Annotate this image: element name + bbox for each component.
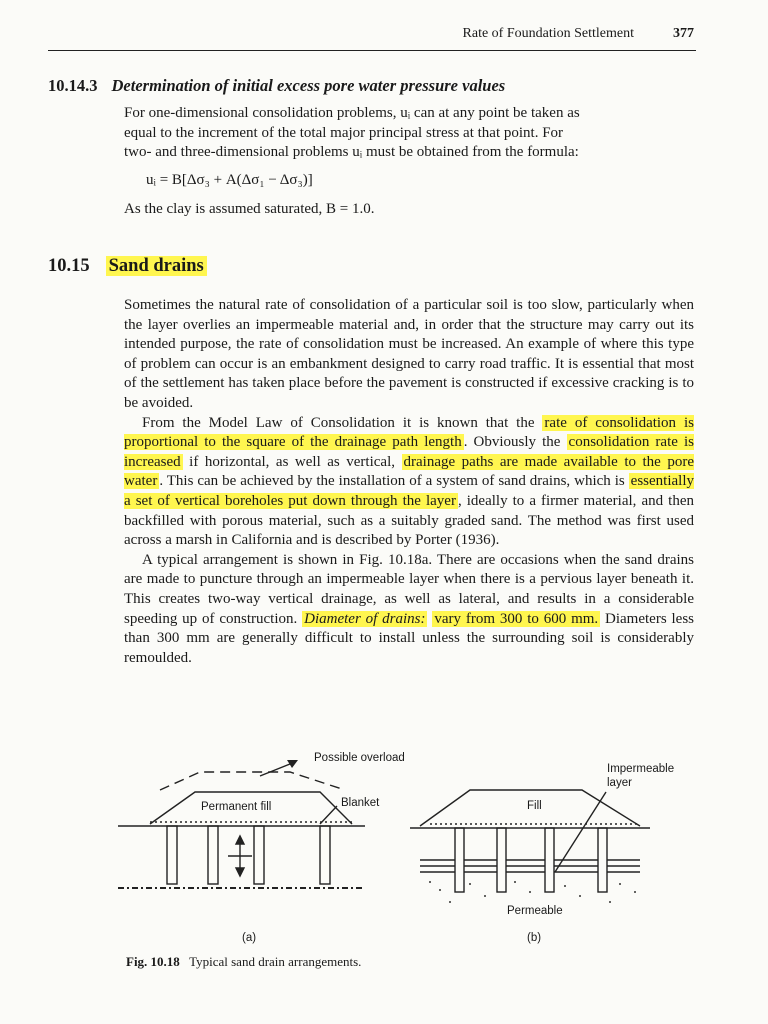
section-body	[124, 296, 694, 668]
subsection-title: Determination of initial excess pore water pressure values	[111, 76, 506, 95]
text-run: . This can be achieved by the installation of a system of sand drains, which is	[159, 473, 625, 490]
page-number: 377	[673, 26, 694, 41]
possible-overload-label: Possible overload	[314, 752, 405, 764]
caption-text: Typical sand drain arrangements.	[189, 954, 362, 969]
text-run: . Obviously the	[463, 434, 561, 451]
permeable-label: Permeable	[507, 905, 563, 917]
running-header	[0, 26, 694, 46]
running-title: Rate of Foundation Settlement	[462, 26, 634, 41]
subfigure-b-label: (b)	[527, 932, 542, 944]
highlight-rate-proportional: rate of consolidation is proportional to the square of the drainage path length	[124, 414, 694, 451]
section-heading	[48, 256, 207, 277]
highlight-diameter-range: vary from 300 to 600 mm.	[434, 610, 599, 627]
impermeable-label-line2: layer	[607, 777, 632, 789]
body-line: equal to the increment of the total major principal stress at that point. For	[124, 124, 564, 141]
body-line: two- and three-dimensional problems uᵢ must be obtained from the formula:	[124, 144, 579, 161]
saturation-note: As the clay is assumed saturated, B = 1.0.	[124, 201, 375, 217]
highlight-rate-increased: consolidation rate is increased	[124, 434, 694, 470]
subfigure-a-label: (a)	[242, 932, 257, 944]
blanket-label: Blanket	[341, 797, 380, 809]
text-run: Diameters less than 300 mm are generally difficult to install unless the surrounding soil is considerably remoulded.	[124, 610, 695, 666]
text-run: A typical arrangement is shown in Fig. 10.18a. There are occasions when the sand drains are made to puncture through an impermeable layer when there is a pervious layer beneath it. This creates two-way vertical drainage, as well as lateral, and results in a considerable speeding up of construction.	[124, 551, 694, 627]
section-title: Sand drains	[106, 256, 207, 276]
header-rule	[48, 50, 696, 51]
permanent-fill-label: Permanent fill	[201, 801, 272, 813]
text-run: , ideally to a firmer material, and then backfilled with porous material, such as a suitably graded sand. The method was first used across a marsh in California and is described by Porter (1936).	[124, 492, 694, 549]
subsection-number: 10.14.3	[48, 76, 98, 95]
paragraph-3	[124, 551, 694, 669]
formula: uᵢ = B[Δσ₃ + A(Δσ₁ − Δσ₃)]	[146, 172, 313, 188]
paragraph-1: Sometimes the natural rate of consolidation of a particular soil is too slow, particularly when the layer overlies an impermeable material and, in order that the structure may carry out its intended purpose, the rate of consolidation must be increased. An example of where this type of problem can occur is an embankment designed to carry road traffic. It is essential that most of the settlement has taken place before the pavement is constructed if excessive cracking is to be avoided.	[124, 297, 694, 411]
figure-caption	[126, 954, 361, 970]
highlight-vertical-boreholes: essentially a set of vertical boreholes put down through the layer	[124, 473, 694, 509]
highlight-drainage-paths: drainage paths are made available to the pore water	[124, 453, 694, 490]
text-run: if horizontal, as well as vertical,	[189, 453, 395, 470]
fill-label: Fill	[527, 800, 542, 812]
section-number: 10.15	[48, 256, 90, 276]
highlight-diameter-label: Diameter of drains:	[304, 610, 426, 627]
caption-number: Fig. 10.18	[126, 954, 180, 969]
paragraph-2	[124, 414, 694, 551]
subsection-body	[124, 104, 694, 163]
subsection-heading	[48, 76, 708, 96]
impermeable-label-line1: Impermeable	[607, 763, 675, 775]
text-run: From the Model Law of Consolidation it is known that the	[142, 414, 535, 431]
blanket-leader	[320, 806, 337, 824]
body-line: For one-dimensional consolidation problems, uᵢ can at any point be taken as	[124, 105, 580, 121]
overload-outline	[160, 772, 345, 790]
